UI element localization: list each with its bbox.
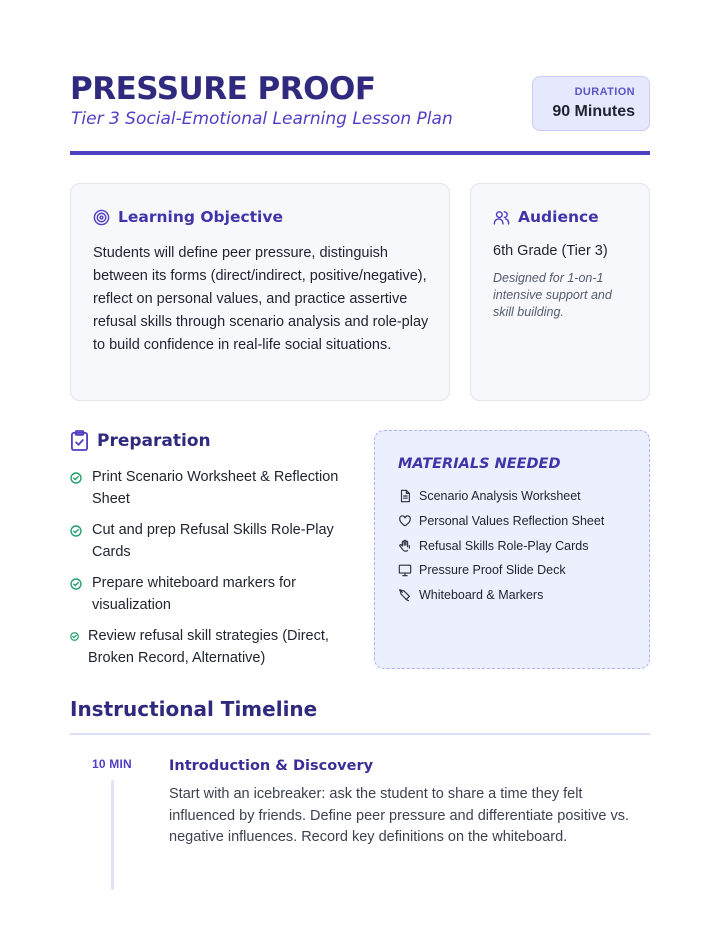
hand-stop-icon	[398, 539, 412, 553]
audience-card	[470, 183, 650, 401]
timeline-divider	[70, 733, 650, 735]
preparation-title: Preparation	[97, 430, 211, 451]
materials-item-label: Refusal Skills Role-Play Cards	[419, 538, 589, 553]
materials-item-label: Pressure Proof Slide Deck	[419, 563, 566, 578]
page-subtitle: Tier 3 Social-Emotional Learning Lesson Plan	[71, 109, 453, 129]
preparation-item	[70, 573, 360, 616]
materials-title: MATERIALS NEEDED	[398, 456, 561, 472]
preparation-header	[70, 430, 360, 451]
check-circle-icon	[70, 632, 79, 641]
learning-objective-header	[93, 208, 283, 226]
clipboard-check-icon	[70, 430, 89, 451]
learning-objective-text: Students will define peer pressure, distinguish between its forms (direct/indirect, positive/negative), reflect on personal values, and practice assertive refusal skills through scenario analysis and role-play to build confidence in real-life social situations.	[93, 245, 429, 353]
heart-icon	[398, 514, 412, 528]
users-icon	[493, 209, 510, 226]
audience-header	[493, 208, 599, 226]
materials-item	[398, 587, 604, 603]
materials-item	[398, 513, 604, 529]
check-circle-icon	[70, 472, 82, 484]
preparation-list	[70, 467, 360, 669]
duration-value: 90 Minutes	[552, 103, 635, 120]
audience-grade: 6th Grade (Tier 3)	[493, 243, 608, 259]
timeline-title: Instructional Timeline	[70, 697, 318, 721]
document-icon	[398, 489, 412, 503]
materials-item	[398, 538, 604, 554]
check-circle-icon	[70, 525, 82, 537]
check-circle-icon	[70, 578, 82, 590]
preparation-item-label: Review refusal skill strategies (Direct, Broken Record, Alternative)	[88, 628, 329, 666]
materials-item	[398, 488, 604, 504]
materials-list	[398, 488, 604, 612]
header-divider	[70, 151, 650, 155]
learning-objective-card	[70, 183, 450, 401]
audience-title: Audience	[518, 208, 599, 226]
target-icon	[93, 209, 110, 226]
lesson-header	[70, 70, 650, 160]
page-title: PRESSURE PROOF	[70, 71, 376, 107]
timeline-connector	[111, 780, 114, 890]
timeline-step-title: Introduction & Discovery	[169, 758, 374, 774]
preparation-item-label: Prepare whiteboard markers for visualization	[92, 575, 296, 613]
preparation-item-label: Cut and prep Refusal Skills Role-Play Cards	[92, 522, 334, 560]
preparation-item-label: Print Scenario Worksheet & Reflection Sheet	[92, 469, 339, 507]
materials-panel	[374, 430, 650, 669]
marker-icon	[398, 588, 412, 602]
preparation-item	[70, 520, 360, 563]
preparation-item	[70, 626, 360, 669]
preparation-section	[70, 430, 360, 679]
materials-item-label: Whiteboard & Markers	[419, 588, 544, 603]
duration-label: DURATION	[574, 86, 635, 98]
materials-item	[398, 562, 604, 578]
timeline-step-time: 10 MIN	[92, 757, 132, 771]
duration-badge	[532, 76, 650, 131]
monitor-icon	[398, 563, 412, 577]
materials-item-label: Personal Values Reflection Sheet	[419, 513, 605, 528]
audience-note: Designed for 1-on-1 intensive support and skill building.	[493, 271, 612, 319]
materials-item-label: Scenario Analysis Worksheet	[419, 489, 581, 503]
learning-objective-title: Learning Objective	[118, 208, 283, 226]
timeline-step-text: Start with an icebreaker: ask the student to share a time they felt influenced by friends. Define peer pressure and differentiate positive vs. negative influences. Record key definitions on the whiteboard.	[169, 786, 629, 845]
preparation-item	[70, 467, 360, 510]
